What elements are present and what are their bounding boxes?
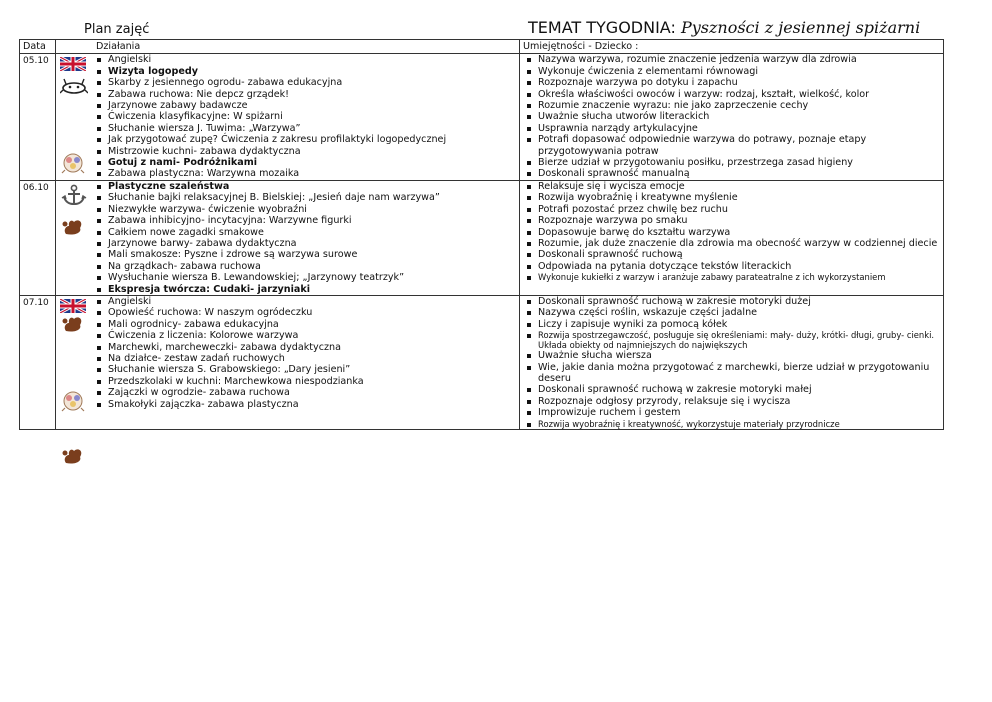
activity-item: Zajączki w ogrodzie- zabawa ruchowa bbox=[94, 387, 519, 398]
activity-list bbox=[94, 54, 519, 179]
skill-item: Wykonuje kukiełki z warzyw i aranżuje zabawy parateatralne z ich wykorzystaniem bbox=[524, 272, 943, 282]
day-row bbox=[20, 180, 944, 295]
skills-cell bbox=[520, 180, 944, 295]
skills-cell bbox=[520, 54, 944, 180]
day-row bbox=[20, 54, 944, 180]
skill-item: Doskonali sprawność ruchową w zakresie motoryki dużej bbox=[524, 296, 943, 307]
skill-item: Doskonali sprawność ruchową w zakresie motoryki małej bbox=[524, 384, 943, 395]
skill-item: Rozpoznaje warzywa po dotyku i zapachu bbox=[524, 77, 943, 88]
day-row bbox=[20, 295, 944, 429]
skill-item: Dopasowuje barwę do kształtu warzywa bbox=[524, 227, 943, 238]
activity-item: Wizyta logopedy bbox=[94, 66, 519, 77]
skill-item: Wie, jakie dania można przygotować z marchewki, bierze udział w przygotowaniu deseru bbox=[524, 362, 943, 385]
day-date: 05.10 bbox=[20, 54, 56, 180]
skill-item: Relaksuje się i wycisza emocje bbox=[524, 181, 943, 192]
plan-title: Plan zajęć bbox=[84, 22, 150, 37]
activity-item: Zabawa inhibicyjno- incytacyjna: Warzywne figurki bbox=[94, 215, 519, 226]
skill-item: Improwizuje ruchem i gestem bbox=[524, 407, 943, 418]
activities-cell bbox=[56, 54, 520, 180]
hand-icon bbox=[60, 441, 90, 468]
activity-item: Jarzynowe barwy- zabawa dydaktyczna bbox=[94, 238, 519, 249]
col-skills-header: Umiejętności - Dziecko : bbox=[520, 40, 944, 54]
activity-item: Ekspresja twórcza: Cudaki- jarzyniaki bbox=[94, 284, 519, 295]
skill-list bbox=[524, 296, 943, 429]
col-date-header: Data bbox=[20, 40, 56, 54]
activity-list bbox=[94, 296, 519, 410]
col-activities-header bbox=[56, 40, 520, 54]
activity-item: Mali smakosze: Pyszne i zdrowe są warzywa surowe bbox=[94, 249, 519, 260]
activity-item: Jak przygotować zupę? Ćwiczenia z zakresu profilaktyki logopedycznej bbox=[94, 134, 519, 145]
skill-item: Liczy i zapisuje wyniki za pomocą kółek bbox=[524, 319, 943, 330]
activity-icons bbox=[58, 54, 90, 179]
flag-uk-icon bbox=[60, 57, 90, 74]
activities-cell bbox=[56, 180, 520, 295]
skill-item: Rozwija spostrzegawczość, posługuje się określeniami: mały- duży, krótki- długi, gruby- cienki. Układa obiekty od najmniejszych do największych bbox=[524, 330, 943, 350]
activity-item: Całkiem nowe zagadki smakowe bbox=[94, 227, 519, 238]
skill-item: Bierze udział w przygotowaniu posiłku, przestrzega zasad higieny bbox=[524, 157, 943, 168]
skill-item: Doskonali sprawność manualną bbox=[524, 168, 943, 179]
activities-cell bbox=[56, 295, 520, 429]
col-activities-label: Działania bbox=[96, 41, 141, 52]
day-date: 06.10 bbox=[20, 180, 56, 295]
activity-item: Smakołyki zajączka- zabawa plastyczna bbox=[94, 399, 519, 410]
activity-item: Angielski bbox=[94, 54, 519, 65]
week-topic bbox=[528, 18, 920, 37]
skill-item: Rozumie, jak duże znaczenie dla zdrowia ma obecność warzyw w codziennej diecie bbox=[524, 238, 943, 249]
child-icon bbox=[60, 390, 90, 415]
activity-item: Gotuj z nami- Podróżnikami bbox=[94, 157, 519, 168]
skill-item: Określa właściwości owoców i warzyw: rodzaj, kształt, wielkość, kolor bbox=[524, 89, 943, 100]
activity-item: Angielski bbox=[94, 296, 519, 307]
activity-item: Na grządkach- zabawa ruchowa bbox=[94, 261, 519, 272]
table-header-row bbox=[20, 40, 944, 54]
skill-item: Rozwija wyobraźnię i kreatywność, wykorzystuje materiały przyrodnicze bbox=[524, 419, 943, 429]
plan-body bbox=[20, 54, 944, 429]
activity-item: Mali ogrodnicy- zabawa edukacyjna bbox=[94, 319, 519, 330]
activity-icons bbox=[58, 296, 90, 429]
activity-item: Słuchanie wiersza J. Tuwima: „Warzywa” bbox=[94, 123, 519, 134]
plan-table bbox=[19, 39, 944, 430]
skills-cell bbox=[520, 295, 944, 429]
activity-item: Skarby z jesiennego ogrodu- zabawa edukacyjna bbox=[94, 77, 519, 88]
activity-item: Ćwiczenia z liczenia: Kolorowe warzywa bbox=[94, 330, 519, 341]
activity-item: Niezwykłe warzywa- ćwiczenie wyobraźni bbox=[94, 204, 519, 215]
activity-item: Marchewki, marcheweczki- zabawa dydaktyczna bbox=[94, 342, 519, 353]
activity-item: Jarzynowe zabawy badawcze bbox=[94, 100, 519, 111]
skill-item: Doskonali sprawność ruchową bbox=[524, 249, 943, 260]
flag-uk-icon bbox=[60, 299, 90, 316]
activity-item: Słuchanie bajki relaksacyjnej B. Bielskiej: „Jesień daje nam warzywa” bbox=[94, 192, 519, 203]
skill-list bbox=[524, 181, 943, 282]
topic-name: Pyszności z jesiennej spiżarni bbox=[680, 18, 921, 37]
activity-list bbox=[94, 181, 519, 295]
skill-item: Usprawnia narządy artykulacyjne bbox=[524, 123, 943, 134]
anchor-icon bbox=[60, 184, 90, 209]
skill-item: Potrafi pozostać przez chwilę bez ruchu bbox=[524, 204, 943, 215]
skill-item: Nazywa warzywa, rozumie znaczenie jedzenia warzyw dla zdrowia bbox=[524, 54, 943, 65]
activity-item: Zabawa plastyczna: Warzywna mozaika bbox=[94, 168, 519, 179]
skill-item: Rozwija wyobraźnię i kreatywne myślenie bbox=[524, 192, 943, 203]
skill-item: Wykonuje ćwiczenia z elementami równowagi bbox=[524, 66, 943, 77]
skill-item: Rozpoznaje warzywa po smaku bbox=[524, 215, 943, 226]
activity-icons bbox=[58, 181, 90, 295]
activity-item: Mistrzowie kuchni- zabawa dydaktyczna bbox=[94, 146, 519, 157]
activity-item: Opowieść ruchowa: W naszym ogródeczku bbox=[94, 307, 519, 318]
activity-item: Wysłuchanie wiersza B. Lewandowskiej; „Jarzynowy teatrzyk” bbox=[94, 272, 519, 283]
activity-item: Ćwiczenia klasyfikacyjne: W spiżarni bbox=[94, 111, 519, 122]
activity-item: Plastyczne szaleństwa bbox=[94, 181, 519, 192]
skill-item: Uważnie słucha utworów literackich bbox=[524, 111, 943, 122]
skill-item: Uważnie słucha wiersza bbox=[524, 350, 943, 361]
activity-item: Słuchanie wiersza S. Grabowskiego: „Dary jesieni” bbox=[94, 364, 519, 375]
activity-item: Na działce- zestaw zadań ruchowych bbox=[94, 353, 519, 364]
skill-item: Rozumie znaczenie wyrazu: nie jako zaprzeczenie cechy bbox=[524, 100, 943, 111]
skill-item: Nazywa części roślin, wskazuje części jadalne bbox=[524, 307, 943, 318]
activity-item: Przedszkolaki w kuchni: Marchewkowa niespodzianka bbox=[94, 376, 519, 387]
cat-icon bbox=[60, 78, 90, 99]
activity-item: Zabawa ruchowa: Nie depcz grządek! bbox=[94, 89, 519, 100]
day-date: 07.10 bbox=[20, 295, 56, 429]
skill-item: Rozpoznaje odgłosy przyrody, relaksuje się i wycisza bbox=[524, 396, 943, 407]
skill-item: Potrafi dopasować odpowiednie warzywa do potrawy, poznaje etapy przygotowywania potraw bbox=[524, 134, 943, 157]
topic-label: TEMAT TYGODNIA: bbox=[528, 18, 676, 37]
child-icon bbox=[60, 152, 90, 177]
skill-list bbox=[524, 54, 943, 179]
skill-item: Odpowiada na pytania dotyczące tekstów literackich bbox=[524, 261, 943, 272]
